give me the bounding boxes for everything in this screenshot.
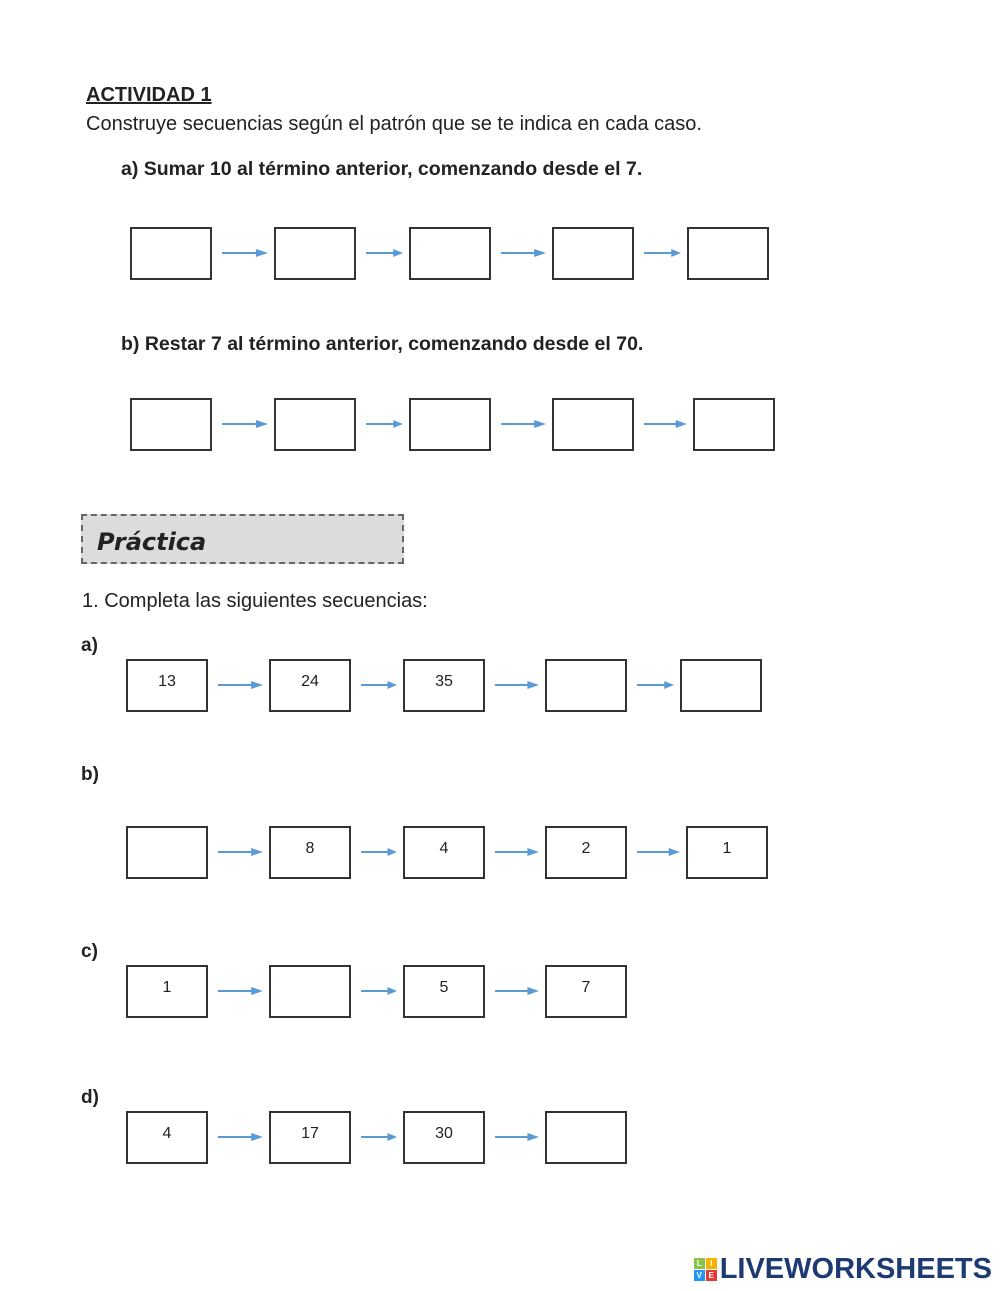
arrow-right-icon xyxy=(495,1132,539,1142)
arrow-right-icon xyxy=(361,1132,397,1142)
arrow-right-icon xyxy=(361,680,397,690)
sequence-box[interactable]: 13 xyxy=(126,659,208,712)
practice-d-label: d) xyxy=(81,1087,99,1108)
arrow-right-icon xyxy=(218,680,263,690)
sequence-box[interactable] xyxy=(545,1111,627,1164)
arrow-right-icon xyxy=(495,680,539,690)
sequence-box[interactable] xyxy=(130,398,212,451)
logo-mark-icon xyxy=(694,1258,717,1281)
arrow-right-icon xyxy=(644,248,681,258)
sequence-box[interactable] xyxy=(269,965,351,1018)
activity-title: ACTIVIDAD 1 xyxy=(86,84,212,106)
arrow-right-icon xyxy=(501,419,546,429)
activity-a-instruction: a) Sumar 10 al término anterior, comenzando desde el 7. xyxy=(121,158,643,180)
sequence-box[interactable] xyxy=(274,227,356,280)
sequence-box[interactable] xyxy=(693,398,775,451)
sequence-box[interactable] xyxy=(552,227,634,280)
sequence-box[interactable] xyxy=(552,398,634,451)
logo-mark-letter: L xyxy=(694,1258,705,1269)
arrow-right-icon xyxy=(366,419,403,429)
logo-text: LIVEWORKSHEETS xyxy=(719,1253,992,1285)
arrow-right-icon xyxy=(495,986,539,996)
sequence-box[interactable] xyxy=(687,227,769,280)
arrow-right-icon xyxy=(501,248,546,258)
arrow-right-icon xyxy=(495,847,539,857)
sequence-box[interactable] xyxy=(130,227,212,280)
practice-heading: Práctica xyxy=(97,528,207,556)
arrow-right-icon xyxy=(644,419,687,429)
sequence-box[interactable] xyxy=(409,398,491,451)
arrow-right-icon xyxy=(218,986,263,996)
logo-mark-letter: I xyxy=(706,1258,717,1269)
arrow-right-icon xyxy=(361,986,397,996)
sequence-box[interactable]: 1 xyxy=(126,965,208,1018)
arrow-right-icon xyxy=(366,248,403,258)
sequence-box[interactable]: 35 xyxy=(403,659,485,712)
sequence-box[interactable]: 17 xyxy=(269,1111,351,1164)
sequence-box[interactable]: 1 xyxy=(686,826,768,879)
sequence-box[interactable] xyxy=(680,659,762,712)
sequence-box[interactable] xyxy=(274,398,356,451)
sequence-box[interactable]: 4 xyxy=(126,1111,208,1164)
activity-intro: Construye secuencias según el patrón que se te indica en cada caso. xyxy=(86,113,702,135)
sequence-box[interactable] xyxy=(545,659,627,712)
liveworksheets-logo xyxy=(694,1253,992,1286)
arrow-right-icon xyxy=(222,248,268,258)
practice-c-label: c) xyxy=(81,941,98,962)
arrow-right-icon xyxy=(222,419,268,429)
arrow-right-icon xyxy=(637,847,680,857)
logo-mark-letter: V xyxy=(694,1270,705,1281)
sequence-box[interactable] xyxy=(126,826,208,879)
sequence-box[interactable]: 2 xyxy=(545,826,627,879)
practice-b-label: b) xyxy=(81,764,99,785)
arrow-right-icon xyxy=(361,847,397,857)
arrow-right-icon xyxy=(218,847,263,857)
sequence-box[interactable]: 30 xyxy=(403,1111,485,1164)
logo-mark-letter: E xyxy=(706,1270,717,1281)
sequence-box[interactable]: 7 xyxy=(545,965,627,1018)
sequence-box[interactable]: 5 xyxy=(403,965,485,1018)
arrow-right-icon xyxy=(218,1132,263,1142)
practice-a-label: a) xyxy=(81,635,98,656)
sequence-box[interactable]: 4 xyxy=(403,826,485,879)
arrow-right-icon xyxy=(637,680,674,690)
sequence-box[interactable] xyxy=(409,227,491,280)
sequence-box[interactable]: 8 xyxy=(269,826,351,879)
practice-heading-box xyxy=(81,514,404,564)
activity-b-instruction: b) Restar 7 al término anterior, comenzando desde el 70. xyxy=(121,333,644,355)
sequence-box[interactable]: 24 xyxy=(269,659,351,712)
practice-question: 1. Completa las siguientes secuencias: xyxy=(82,590,428,612)
